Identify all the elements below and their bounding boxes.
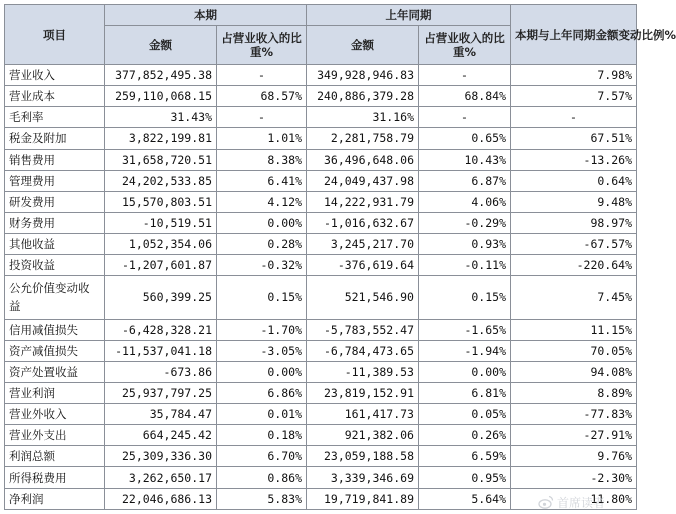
current-share: 0.18%	[217, 425, 307, 446]
current-amount: 35,784.47	[105, 404, 217, 425]
current-share: 0.00%	[217, 361, 307, 382]
current-share: -0.32%	[217, 255, 307, 276]
change-percent: -13.26%	[511, 149, 637, 170]
prior-amount: 23,819,152.91	[307, 382, 419, 403]
row-label: 净利润	[5, 488, 105, 509]
prior-amount: 36,496,648.06	[307, 149, 419, 170]
prior-amount: 2,281,758.79	[307, 128, 419, 149]
row-label: 公允价值变动收益	[5, 276, 105, 319]
current-amount: 25,309,336.30	[105, 446, 217, 467]
current-share: 1.01%	[217, 128, 307, 149]
table-row	[5, 382, 637, 403]
prior-amount: 14,222,931.79	[307, 191, 419, 212]
prior-share: 6.87%	[419, 170, 511, 191]
prior-amount: 349,928,946.83	[307, 65, 419, 86]
current-share: -1.70%	[217, 319, 307, 340]
table-row	[5, 361, 637, 382]
change-percent: 9.48%	[511, 191, 637, 212]
current-amount: -10,519.51	[105, 212, 217, 233]
table-row	[5, 234, 637, 255]
current-amount: 3,262,650.17	[105, 467, 217, 488]
current-share: 5.83%	[217, 488, 307, 509]
row-label: 营业成本	[5, 86, 105, 107]
header-current-share: 占营业收入的比重%	[217, 26, 307, 65]
prior-amount: 161,417.73	[307, 404, 419, 425]
change-percent: -2.30%	[511, 467, 637, 488]
current-amount: 3,822,199.81	[105, 128, 217, 149]
income-statement-table	[4, 4, 676, 510]
header-prior-share: 占营业收入的比重%	[419, 26, 511, 65]
row-label: 营业收入	[5, 65, 105, 86]
prior-share: 0.93%	[419, 234, 511, 255]
prior-amount: -1,016,632.67	[307, 212, 419, 233]
table-row	[5, 107, 637, 128]
current-amount: -11,537,041.18	[105, 340, 217, 361]
change-percent: 7.45%	[511, 276, 637, 319]
prior-share: 0.00%	[419, 361, 511, 382]
row-label: 管理费用	[5, 170, 105, 191]
current-share: 0.01%	[217, 404, 307, 425]
row-label: 信用减值损失	[5, 319, 105, 340]
prior-amount: 19,719,841.89	[307, 488, 419, 509]
watermark-text: 首席读者	[557, 495, 606, 510]
prior-share: 0.26%	[419, 425, 511, 446]
change-percent: 11.80%	[511, 488, 637, 509]
change-percent: 70.05%	[511, 340, 637, 361]
current-amount: 377,852,495.38	[105, 65, 217, 86]
change-percent: -27.91%	[511, 425, 637, 446]
table-row	[5, 404, 637, 425]
change-percent: -220.64%	[511, 255, 637, 276]
prior-share: 10.43%	[419, 149, 511, 170]
table-row	[5, 170, 637, 191]
table-row	[5, 425, 637, 446]
table-row	[5, 212, 637, 233]
current-amount: 22,046,686.13	[105, 488, 217, 509]
header-prior-period: 上年同期	[307, 5, 511, 26]
prior-share: -1.94%	[419, 340, 511, 361]
row-label: 营业外支出	[5, 425, 105, 446]
change-percent: 7.57%	[511, 86, 637, 107]
prior-share: -1.65%	[419, 319, 511, 340]
current-amount: 31,658,720.51	[105, 149, 217, 170]
table-row	[5, 128, 637, 149]
table-row	[5, 467, 637, 488]
table-row	[5, 340, 637, 361]
prior-amount: 23,059,188.58	[307, 446, 419, 467]
row-label: 资产处置收益	[5, 361, 105, 382]
prior-amount: 3,245,217.70	[307, 234, 419, 255]
current-amount: 15,570,803.51	[105, 191, 217, 212]
current-share: -	[217, 107, 307, 128]
current-amount: 24,202,533.85	[105, 170, 217, 191]
prior-share: 0.15%	[419, 276, 511, 319]
current-share: -	[217, 65, 307, 86]
current-amount: 25,937,797.25	[105, 382, 217, 403]
prior-share: 68.84%	[419, 86, 511, 107]
table-row	[5, 191, 637, 212]
row-label: 营业外收入	[5, 404, 105, 425]
current-share: 68.57%	[217, 86, 307, 107]
header-prior-amount: 金额	[307, 26, 419, 65]
change-percent: -67.57%	[511, 234, 637, 255]
current-share: -3.05%	[217, 340, 307, 361]
prior-amount: 521,546.90	[307, 276, 419, 319]
prior-share: -0.29%	[419, 212, 511, 233]
row-label: 毛利率	[5, 107, 105, 128]
row-label: 税金及附加	[5, 128, 105, 149]
row-label: 营业利润	[5, 382, 105, 403]
current-amount: 31.43%	[105, 107, 217, 128]
prior-share: 4.06%	[419, 191, 511, 212]
change-percent: -	[511, 107, 637, 128]
table-row	[5, 319, 637, 340]
current-share: 0.86%	[217, 467, 307, 488]
current-share: 8.38%	[217, 149, 307, 170]
prior-share: 5.64%	[419, 488, 511, 509]
row-label: 利润总额	[5, 446, 105, 467]
header-current-period: 本期	[105, 5, 307, 26]
current-share: 0.00%	[217, 212, 307, 233]
prior-amount: 921,382.06	[307, 425, 419, 446]
prior-share: -0.11%	[419, 255, 511, 276]
weibo-icon	[538, 494, 554, 510]
prior-share: 0.95%	[419, 467, 511, 488]
table-row	[5, 86, 637, 107]
row-label: 财务费用	[5, 212, 105, 233]
header-change: 本期与上年同期金额变动比例%	[511, 5, 637, 65]
current-share: 0.28%	[217, 234, 307, 255]
table-row	[5, 65, 637, 86]
change-percent: 11.15%	[511, 319, 637, 340]
prior-share: 6.59%	[419, 446, 511, 467]
current-share: 6.41%	[217, 170, 307, 191]
current-amount: 259,110,068.15	[105, 86, 217, 107]
prior-amount: -376,619.64	[307, 255, 419, 276]
row-label: 其他收益	[5, 234, 105, 255]
prior-amount: -11,389.53	[307, 361, 419, 382]
prior-share: 0.05%	[419, 404, 511, 425]
prior-share: 6.81%	[419, 382, 511, 403]
change-percent: 94.08%	[511, 361, 637, 382]
prior-amount: 24,049,437.98	[307, 170, 419, 191]
change-percent: 98.97%	[511, 212, 637, 233]
prior-share: -	[419, 107, 511, 128]
table-row	[5, 255, 637, 276]
prior-share: 0.65%	[419, 128, 511, 149]
current-amount: -673.86	[105, 361, 217, 382]
current-share: 6.70%	[217, 446, 307, 467]
prior-amount: -6,784,473.65	[307, 340, 419, 361]
current-share: 6.86%	[217, 382, 307, 403]
current-amount: 1,052,354.06	[105, 234, 217, 255]
prior-amount: 3,339,346.69	[307, 467, 419, 488]
prior-share: -	[419, 65, 511, 86]
header-current-amount: 金额	[105, 26, 217, 65]
current-amount: 664,245.42	[105, 425, 217, 446]
prior-amount: -5,783,552.47	[307, 319, 419, 340]
change-percent: -77.83%	[511, 404, 637, 425]
prior-amount: 240,886,379.28	[307, 86, 419, 107]
table-row	[5, 149, 637, 170]
row-label: 所得税费用	[5, 467, 105, 488]
table-row	[5, 446, 637, 467]
change-percent: 67.51%	[511, 128, 637, 149]
row-label: 销售费用	[5, 149, 105, 170]
current-amount: -1,207,601.87	[105, 255, 217, 276]
row-label: 资产减值损失	[5, 340, 105, 361]
current-share: 0.15%	[217, 276, 307, 319]
watermark	[538, 492, 634, 512]
change-percent: 8.89%	[511, 382, 637, 403]
table-row	[5, 276, 637, 319]
change-percent: 7.98%	[511, 65, 637, 86]
current-share: 4.12%	[217, 191, 307, 212]
change-percent: 0.64%	[511, 170, 637, 191]
change-percent: 9.76%	[511, 446, 637, 467]
row-label: 研发费用	[5, 191, 105, 212]
prior-amount: 31.16%	[307, 107, 419, 128]
row-label: 投资收益	[5, 255, 105, 276]
header-item: 项目	[5, 5, 105, 65]
current-amount: -6,428,328.21	[105, 319, 217, 340]
current-amount: 560,399.25	[105, 276, 217, 319]
